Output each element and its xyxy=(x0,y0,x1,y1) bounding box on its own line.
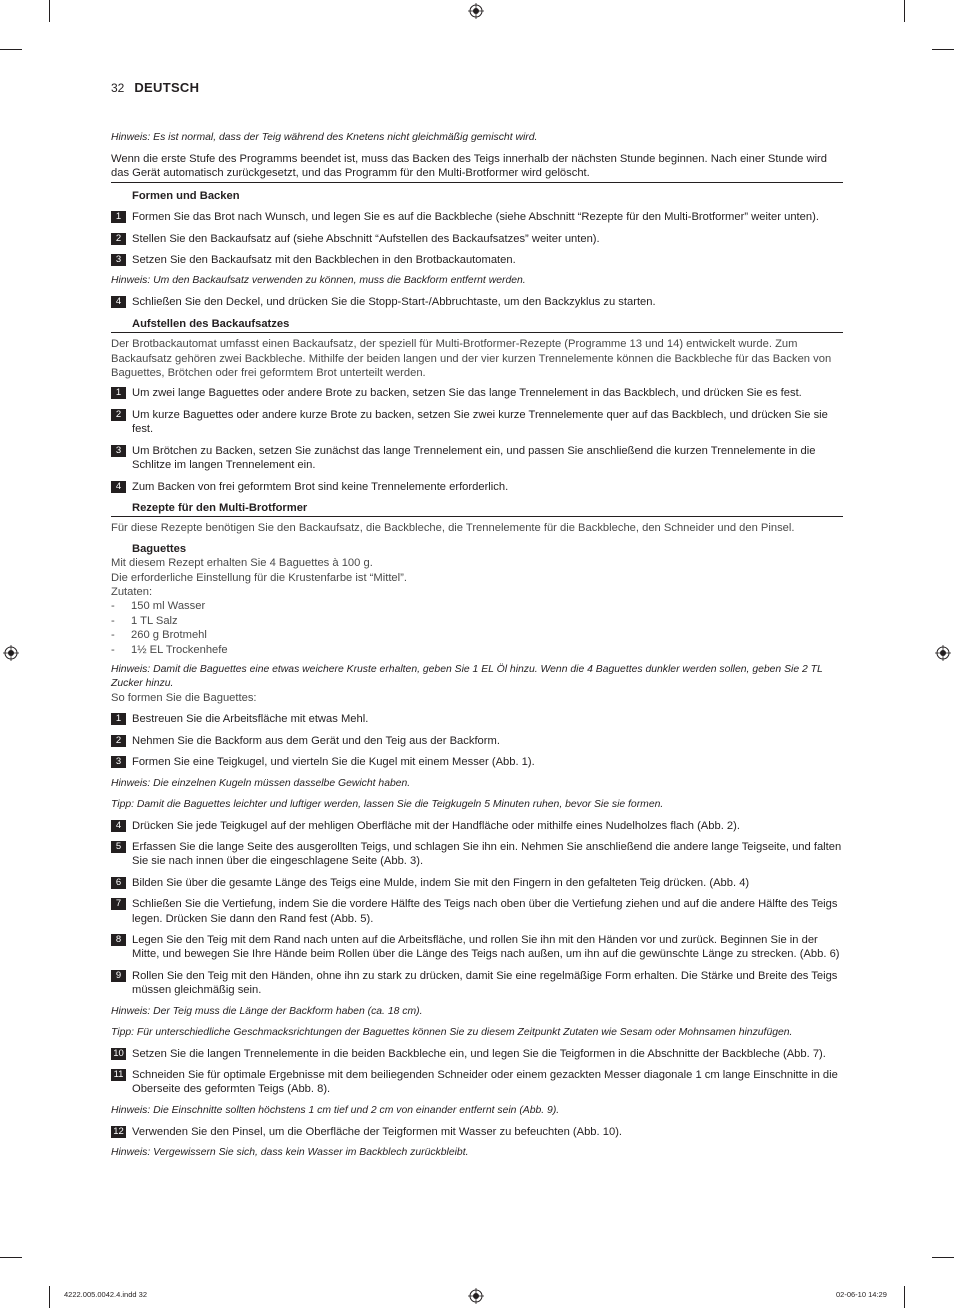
step-text: Schließen Sie die Vertiefung, indem Sie die vordere Hälfte des Teigs nach oben über die Vertiefung ziehen und auf die andere Hälfte des Teigs legen. Drücken Sie dann den Rand fest (Abb. 5). xyxy=(132,898,838,925)
ingredient-text: 1 TL Salz xyxy=(131,614,178,627)
page-title: DEUTSCH xyxy=(134,80,200,95)
registration-mark-icon xyxy=(3,645,19,661)
step-text: Zum Backen von frei geformtem Brot sind keine Trennelemente erforderlich. xyxy=(132,480,509,493)
list-item xyxy=(111,1068,843,1097)
registration-mark-icon xyxy=(935,645,951,661)
page-number: 32 xyxy=(111,81,125,95)
paragraph: Mit diesem Rezept erhalten Sie 4 Baguettes à 100 g. xyxy=(111,557,373,570)
list-item xyxy=(111,408,843,437)
step-number: 1 xyxy=(111,713,126,725)
section-heading: Rezepte für den Multi-Brotformer xyxy=(111,501,843,517)
step-number: 6 xyxy=(111,877,126,889)
crop-mark xyxy=(904,0,905,22)
list-item xyxy=(111,253,843,267)
note: Hinweis: Die einzelnen Kugeln müssen dasselbe Gewicht haben. xyxy=(111,777,411,789)
paragraph: Die erforderliche Einstellung für die Krustenfarbe ist “Mittel”. xyxy=(111,571,407,584)
paragraph: Zutaten: xyxy=(111,585,153,598)
list-item xyxy=(111,755,843,769)
ingredient-text: 1½ EL Trockenhefe xyxy=(131,643,228,656)
step-text: Drücken Sie jede Teigkugel auf der mehligen Oberfläche mit der Handfläche oder mithilfe eines Nudelholzes flach (Abb. 2). xyxy=(132,819,740,832)
step-number: 8 xyxy=(111,934,126,946)
list-item xyxy=(111,232,843,246)
note: Hinweis: Die Einschnitte sollten höchstens 1 cm tief und 2 cm von einander entfernt sein (Abb. 9). xyxy=(111,1104,560,1116)
step-text: Erfassen Sie die lange Seite des ausgerollten Teigs, und schlagen Sie ihn ein. Nehmen Sie anschließend die andere lange Teigseite, und falten Sie sie nach innen über die eingeschlagene Seite (Abb. 3). xyxy=(132,841,842,868)
step-number: 4 xyxy=(111,481,126,493)
ingredient-text: 260 g Brotmehl xyxy=(131,629,207,642)
note: Hinweis: Vergewissern Sie sich, dass kein Wasser im Backblech zurückbleibt. xyxy=(111,1147,469,1159)
ingredient-item: - 150 ml Wasser xyxy=(111,600,206,613)
step-text: Um zwei lange Baguettes oder andere Brote zu backen, setzen Sie das lange Trennelement in das Backblech, und drücken Sie es fest. xyxy=(132,387,802,400)
ingredient-item: - 1 TL Salz xyxy=(111,614,178,627)
list-item xyxy=(111,444,843,473)
step-text: Schneiden Sie für optimale Ergebnisse mit dem beiliegenden Schneider oder einem gezackten Messer diagonale 1 cm lange Einschnitte in die Oberseite des geformten Teigs (Abb. 8). xyxy=(132,1069,838,1096)
crop-mark xyxy=(0,49,22,50)
step-number: 3 xyxy=(111,756,126,768)
step-text: Formen Sie eine Teigkugel, und vierteln Sie die Kugel mit einem Messer (Abb. 1). xyxy=(132,756,535,769)
list-item xyxy=(111,897,843,926)
list-item xyxy=(111,933,843,962)
crop-mark xyxy=(0,1257,22,1258)
step-text: Rollen Sie den Teig mit den Händen, ohne ihn zu stark zu drücken, damit Sie eine regelmäßige Form erhalten. Die Stärke und Breite des Teigs müssen gleichmäßig sein. xyxy=(132,969,838,997)
registration-mark-icon xyxy=(468,1288,484,1304)
paragraph: Für diese Rezepte benötigen Sie den Backaufsatz, die Backbleche, die Trennelemente für die Backbleche, den Schneider und den Pinsel. xyxy=(111,522,795,535)
list-item xyxy=(111,876,843,890)
list-item xyxy=(111,210,843,224)
ingredient-text: 150 ml Wasser xyxy=(131,600,206,613)
step-text: Um Brötchen zu Backen, setzen Sie zunächst das lange Trennelement ein, und passen Sie anschließend die kurzen Trennelemente in die Schlitze im langen Trennelement ein. xyxy=(132,444,816,472)
crop-mark xyxy=(49,1286,50,1308)
step-number: 2 xyxy=(111,735,126,747)
step-text: Setzen Sie die langen Trennelemente in die beiden Backbleche ein, und legen Sie die Teigformen in die Abschnitte der Backbleche (Abb. 7). xyxy=(132,1047,826,1060)
step-text: Um kurze Baguettes oder andere kurze Brote zu backen, setzen Sie zwei kurze Trennelemente quer auf das Backblech, und drücken Sie sie fest. xyxy=(132,408,828,436)
step-number: 12 xyxy=(111,1126,126,1138)
step-text: Legen Sie den Teig mit dem Rand nach unten auf die Arbeitsfläche, und rollen Sie ihn mit den Händen vor und zurück. Beginnen Sie in der Mitte, und bewegen Sie Ihre Hände beim Rollen über die Länge des Teigs nach außen, um ihn auf die gewünschte Länge zu strecken. (Abb. 6) xyxy=(132,934,840,961)
step-text: Nehmen Sie die Backform aus dem Gerät und den Teig aus der Backform. xyxy=(132,734,500,747)
crop-mark xyxy=(904,1286,905,1308)
page-header xyxy=(111,80,199,95)
list-item xyxy=(111,712,843,726)
step-text: Stellen Sie den Backaufsatz auf (siehe Abschnitt “Aufstellen des Backaufsatzes” weiter unten). xyxy=(132,232,600,245)
tip: Tipp: Für unterschiedliche Geschmacksrichtungen der Baguettes können Sie zu diesem Zeitpunkt Zutaten wie Sesam oder Mohnsamen hinzufügen. xyxy=(111,1026,793,1038)
step-number: 3 xyxy=(111,445,126,457)
list-item xyxy=(111,1047,843,1061)
paragraph: So formen Sie die Baguettes: xyxy=(111,691,257,704)
step-number: 9 xyxy=(111,970,126,982)
registration-mark-icon xyxy=(468,3,484,19)
paragraph: Wenn die erste Stufe des Programms beendet ist, muss das Backen des Teigs innerhalb der nächsten Stunde beginnen. Nach einer Stunde wird das Gerät automatisch zurückgesetzt, und das Programm für den Multi-Brotformer wird gelöscht. xyxy=(111,152,843,183)
step-number: 5 xyxy=(111,841,126,853)
list-item xyxy=(111,734,843,748)
step-number: 3 xyxy=(111,254,126,266)
crop-mark xyxy=(932,1257,954,1258)
step-number: 10 xyxy=(111,1048,126,1060)
paragraph: Der Brotbackautomat umfasst einen Backaufsatz, der speziell für Multi-Brotformer-Rezepte (Programme 13 und 14) entwickelt wurde. Zum Backaufsatz gehören zwei Backbleche. Mithilfe der beiden langen und der vier kurzen Trennelemente können die Backbleche für das Backen von Baguettes, Brötchen oder frei geformtem Brot unterteilt werden. xyxy=(111,338,832,380)
list-item xyxy=(111,295,843,309)
step-text: Schließen Sie den Deckel, und drücken Sie die Stopp-Start-/Abbruchtaste, um den Backzyklus zu starten. xyxy=(132,296,656,309)
step-number: 7 xyxy=(111,898,126,910)
list-item xyxy=(111,1125,843,1139)
tip: Tipp: Damit die Baguettes leichter und luftiger werden, lassen Sie die Teigkugeln 5 Minuten ruhen, bevor Sie sie formen. xyxy=(111,798,664,810)
note: Hinweis: Es ist normal, dass der Teig während des Knetens nicht gleichmäßig gemischt wird. xyxy=(111,132,538,143)
step-text: Bilden Sie über die gesamte Länge des Teigs eine Mulde, indem Sie mit den Fingern in den gefalteten Teig drücken. (Abb. 4) xyxy=(132,876,750,889)
recipe-heading: Baguettes xyxy=(132,542,187,555)
step-text: Formen Sie das Brot nach Wunsch, und legen Sie es auf die Backbleche (siehe Abschnitt “Rezepte für den Multi-Brotformer” weiter unten). xyxy=(132,211,819,224)
step-number: 2 xyxy=(111,409,126,421)
note: Hinweis: Um den Backaufsatz verwenden zu können, muss die Backform entfernt werden. xyxy=(111,275,526,287)
step-text: Verwenden Sie den Pinsel, um die Oberfläche der Teigformen mit Wasser zu befeuchten (Abb. 10). xyxy=(132,1125,623,1138)
list-item xyxy=(111,840,843,869)
step-number: 4 xyxy=(111,820,126,832)
crop-mark xyxy=(932,49,954,50)
step-text: Bestreuen Sie die Arbeitsfläche mit etwas Mehl. xyxy=(132,713,369,726)
step-number: 11 xyxy=(111,1069,126,1081)
step-number: 1 xyxy=(111,387,126,399)
section-heading: Formen und Backen xyxy=(132,189,240,202)
document-body xyxy=(111,131,843,1160)
step-number: 2 xyxy=(111,233,126,245)
step-number: 4 xyxy=(111,296,126,308)
list-item xyxy=(111,480,843,494)
note: Hinweis: Damit die Baguettes eine etwas weichere Kruste erhalten, geben Sie 1 EL Öl hinzu. Wenn die 4 Baguettes dunkler werden sollen, geben Sie 2 TL Zucker hinzu. xyxy=(111,663,823,689)
footer-datetime: 02-06-10 14:29 xyxy=(836,1290,887,1299)
crop-mark xyxy=(49,0,50,22)
note: Hinweis: Der Teig muss die Länge der Backform haben (ca. 18 cm). xyxy=(111,1005,423,1017)
step-number: 1 xyxy=(111,211,126,223)
list-item xyxy=(111,819,843,833)
list-item xyxy=(111,969,843,998)
ingredient-item: - 260 g Brotmehl xyxy=(111,629,207,642)
ingredient-item: - 1½ EL Trockenhefe xyxy=(111,643,228,656)
section-heading: Aufstellen des Backaufsatzes xyxy=(111,317,843,333)
step-text: Setzen Sie den Backaufsatz mit den Backblechen in den Brotbackautomaten. xyxy=(132,254,516,267)
list-item xyxy=(111,386,843,400)
footer-file-info: 4222.005.0042.4.indd 32 xyxy=(64,1290,147,1299)
